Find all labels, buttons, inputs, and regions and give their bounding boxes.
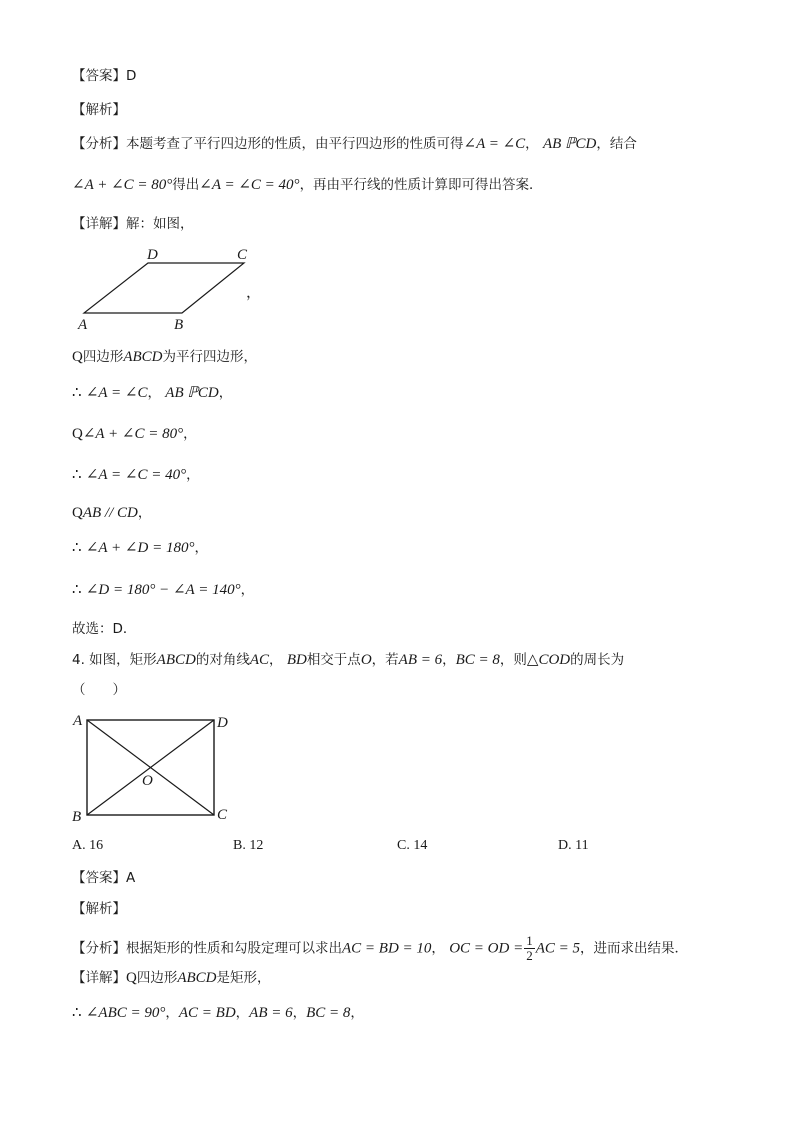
- q3-fenxi-math-3: ∠A + ∠C = 80°: [72, 177, 173, 193]
- q4-detail-text-a: 四边形: [136, 970, 178, 986]
- q4-fenxi-text-2: ，进而求出结果．: [580, 940, 689, 957]
- q3-step-1-text-b: 为平行四边形，: [162, 349, 258, 365]
- q3-fenxi-line-1: [72, 134, 637, 154]
- q3-fenxi-sep-1: ，: [525, 136, 539, 152]
- q3-step-3-math: ∠A + ∠C = 80°: [82, 426, 184, 442]
- q4-detail-label: 【详解】: [72, 970, 126, 986]
- q4-fenxi-label: 【分析】: [72, 940, 126, 957]
- q4-detail-2-math-c: AB = 6: [249, 1005, 293, 1021]
- q4-detail-2-sep-b: ，: [235, 1005, 250, 1021]
- q3-fenxi-text-1: 本题考查了平行四边形的性质，由平行四边形的性质可得: [126, 136, 464, 152]
- q3-step-4-end: ，: [186, 467, 200, 483]
- q3-step-6-end: ，: [194, 540, 208, 556]
- q3-fenxi-math-2: AB ℙCD: [542, 136, 597, 152]
- parallelogram-figure: [72, 242, 272, 334]
- q3-step-4: [72, 465, 200, 485]
- rectangle-figure: [70, 708, 240, 826]
- q3-fenxi-math-4: ∠A = ∠C = 40°: [199, 177, 300, 193]
- q4-stem-e: ，若: [371, 652, 399, 668]
- q3-step-5: [72, 503, 151, 523]
- q3-step-7: [72, 580, 254, 600]
- q4-stem-a: 4. 如图，矩形: [72, 652, 157, 668]
- q4-detail-2-math-d: BC = 8: [306, 1005, 351, 1021]
- rectangle-label-c: C: [217, 807, 228, 823]
- parallelogram-label-d: D: [147, 247, 158, 263]
- fraction-numerator: 1: [526, 933, 533, 948]
- q4-stem-m1: ABCD: [156, 652, 196, 668]
- q4-stem-g: ，则: [499, 652, 527, 668]
- option-c[interactable]: C. 14: [397, 838, 428, 853]
- q3-step-6: [72, 538, 208, 558]
- q3-step-1: [72, 347, 257, 367]
- q4-stem-b: 的对角线: [195, 652, 250, 668]
- q3-fenxi-label: 【分析】: [72, 136, 126, 152]
- q4-stem-m3: BD: [286, 652, 307, 668]
- q4-detail-line-1: [72, 968, 271, 988]
- rectangle-label-o: O: [142, 773, 153, 789]
- q3-step-6-math: ∠A + ∠D = 180°: [85, 540, 195, 556]
- q4-stem-m5: AB = 6: [398, 652, 443, 668]
- q4-stem-h: 的周长为: [570, 652, 625, 668]
- q4-stem-f: ，: [442, 652, 456, 668]
- q3-fenxi-math-1: ∠A = ∠C: [463, 136, 526, 152]
- q4-detail-text-b: 是矩形，: [216, 970, 271, 986]
- because-symbol: Q: [126, 970, 137, 986]
- q4-detail-2-math-b: AC = BD: [178, 1005, 236, 1021]
- q4-analysis-heading: 【解析】: [72, 901, 126, 917]
- q3-fenxi-line-2: [72, 175, 543, 195]
- rectangle-label-d: D: [217, 715, 228, 731]
- q3-step-3-end: ，: [183, 426, 197, 442]
- q4-answer-paren: （ ）: [72, 682, 126, 698]
- q3-step-2: [72, 383, 232, 403]
- q4-stem-d: 相交于点: [306, 652, 361, 668]
- q4-detail-2-end: ，: [350, 1005, 364, 1021]
- q3-step-2-sep: ，: [147, 385, 161, 401]
- q4-answer: 【答案】A: [72, 870, 136, 886]
- q3-fenxi-text-3: 得出: [172, 177, 200, 193]
- q4-fenxi-line: [72, 934, 688, 963]
- option-b[interactable]: B. 12: [233, 838, 264, 853]
- q3-fenxi-text-2: ，结合: [596, 136, 637, 152]
- q4-fenxi-text-1: 根据矩形的性质和勾股定理可以求出: [126, 940, 342, 957]
- q3-step-1-math: ABCD: [123, 349, 163, 365]
- parallelogram-label-c: C: [237, 247, 248, 263]
- q4-fenxi-math-1: AC = BD = 10: [342, 940, 432, 957]
- q3-step-4-math: ∠A = ∠C = 40°: [85, 467, 187, 483]
- parallelogram-label-a: A: [78, 317, 88, 333]
- option-a[interactable]: A. 16: [72, 838, 104, 853]
- one-half-fraction: [524, 934, 535, 963]
- therefore-symbol: ∴: [72, 467, 82, 483]
- q3-detail-line: [72, 214, 194, 234]
- q3-step-2-math-b: AB ℙCD: [165, 385, 219, 401]
- q4-detail-2-math-a: ∠ABC = 90°: [85, 1005, 166, 1021]
- q3-analysis-heading: 【解析】: [72, 102, 126, 118]
- rectangle-label-b: B: [72, 809, 82, 825]
- q4-detail-2-sep-a: ，: [165, 1005, 179, 1021]
- q4-stem-m6: BC = 8: [455, 652, 500, 668]
- q4-detail-math: ABCD: [177, 970, 217, 986]
- q4-stem-m7: △COD: [526, 652, 571, 668]
- q4-stem-c: ，: [269, 652, 283, 668]
- therefore-symbol: ∴: [72, 540, 82, 556]
- q3-step-7-math: ∠D = 180° − ∠A = 140°: [85, 582, 241, 598]
- q3-step-2-math-a: ∠A = ∠C: [85, 385, 148, 401]
- q4-fenxi-math-2a: OC = OD =: [449, 940, 524, 957]
- rectangle-label-a: A: [73, 713, 83, 729]
- because-symbol: Q: [72, 349, 83, 365]
- q3-fenxi-text-4: ，再由平行线的性质计算即可得出答案．: [299, 177, 543, 193]
- q3-detail-intro: 解：如图，: [126, 216, 194, 232]
- q3-step-5-math: AB // CD: [82, 505, 138, 521]
- q4-fenxi-sep: ，: [431, 940, 445, 957]
- q4-fenxi-math-2b: AC = 5: [535, 940, 581, 957]
- q3-step-5-end: ，: [137, 505, 152, 521]
- q3-step-7-end: ，: [240, 582, 255, 598]
- q4-detail-2-sep-c: ，: [292, 1005, 307, 1021]
- parallelogram-label-b: B: [174, 317, 184, 333]
- q3-conclusion: 故选：D．: [72, 621, 137, 637]
- option-d[interactable]: D. 11: [558, 838, 589, 853]
- q3-answer: 【答案】D: [72, 68, 137, 84]
- because-symbol: Q: [72, 505, 83, 521]
- fraction-denominator: 2: [526, 948, 533, 963]
- because-symbol: Q: [72, 426, 83, 442]
- figure-trailing-comma: ，: [246, 285, 262, 301]
- q4-stem-m2: AC: [249, 652, 270, 668]
- q3-step-3: [72, 424, 197, 444]
- q4-stem: [72, 650, 624, 670]
- q3-detail-label: 【详解】: [72, 216, 126, 232]
- therefore-symbol: ∴: [72, 385, 82, 401]
- therefore-symbol: ∴: [72, 582, 82, 598]
- q4-detail-line-2: [72, 1003, 364, 1023]
- q3-step-1-text-a: 四边形: [82, 349, 124, 365]
- q4-stem-m4: O: [360, 652, 372, 668]
- therefore-symbol: ∴: [72, 1005, 82, 1021]
- q3-step-2-end: ，: [218, 385, 233, 401]
- parallelogram-shape: [84, 263, 244, 313]
